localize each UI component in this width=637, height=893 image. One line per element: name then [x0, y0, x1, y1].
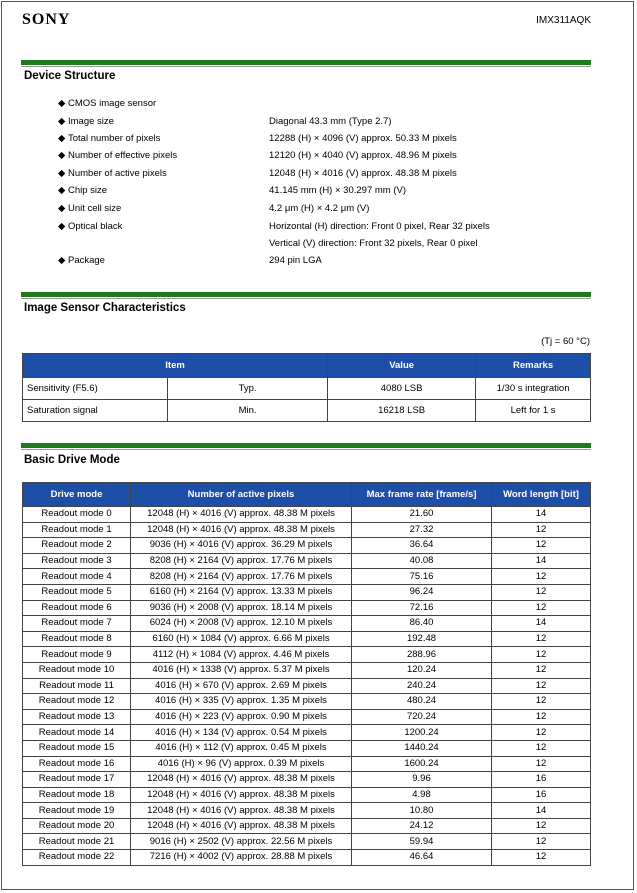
section-rule: [21, 298, 591, 299]
active-pixels-cell: 12048 (H) × 4016 (V) approx. 48.38 M pixels: [131, 772, 352, 788]
spec-value: 12288 (H) × 4096 (V) approx. 50.33 M pixels: [269, 133, 457, 144]
remarks-cell: 1/30 s integration: [476, 378, 591, 400]
table-row: [23, 662, 591, 678]
word-length-cell: 12: [492, 709, 591, 725]
word-length-cell: 12: [492, 662, 591, 678]
spec-label: [58, 255, 105, 266]
active-pixels-cell: 4016 (H) × 335 (V) approx. 1.35 M pixels: [131, 694, 352, 710]
frame-rate-cell: 288.96: [352, 647, 492, 663]
spec-value: 41.145 mm (H) × 30.297 mm (V): [269, 185, 407, 196]
drive-mode-cell: Readout mode 19: [23, 803, 131, 819]
active-pixels-cell: 9016 (H) × 2502 (V) approx. 22.56 M pixels: [131, 834, 352, 850]
frame-rate-cell: 46.64: [352, 850, 492, 866]
section-title-device-structure: Device Structure: [24, 70, 116, 82]
active-pixels-cell: 4016 (H) × 1338 (V) approx. 5.37 M pixels: [131, 662, 352, 678]
drive-mode-cell: Readout mode 7: [23, 616, 131, 632]
bullet-icon: ◆: [58, 221, 66, 232]
spec-label: [58, 116, 114, 127]
frame-rate-cell: 720.24: [352, 709, 492, 725]
condition-cell: Typ.: [168, 378, 328, 400]
spec-value: 12120 (H) × 4040 (V) approx. 48.96 M pixels: [269, 150, 457, 161]
drive-mode-cell: Readout mode 3: [23, 553, 131, 569]
frame-rate-cell: 72.16: [352, 600, 492, 616]
drive-mode-cell: Readout mode 13: [23, 709, 131, 725]
header-frame-rate: Max frame rate [frame/s]: [352, 483, 492, 507]
spec-label: [58, 98, 156, 109]
word-length-cell: 12: [492, 818, 591, 834]
word-length-cell: 12: [492, 569, 591, 585]
drive-mode-cell: Readout mode 4: [23, 569, 131, 585]
header-item: Item: [23, 354, 328, 378]
temperature-note: (Tj = 60 °C): [541, 336, 590, 347]
bullet-icon: ◆: [58, 133, 66, 144]
active-pixels-cell: 4112 (H) × 1084 (V) approx. 4.46 M pixels: [131, 647, 352, 663]
table-row: [23, 756, 591, 772]
drive-mode-cell: Readout mode 21: [23, 834, 131, 850]
section-bar: [21, 292, 591, 297]
word-length-cell: 12: [492, 756, 591, 772]
frame-rate-cell: 240.24: [352, 678, 492, 694]
frame-rate-cell: 24.12: [352, 818, 492, 834]
item-cell: Sensitivity (F5.6): [23, 378, 168, 400]
header-remarks: Remarks: [476, 354, 591, 378]
section-rule: [21, 66, 591, 67]
table-row: [23, 834, 591, 850]
word-length-cell: 12: [492, 538, 591, 554]
table-row: [23, 647, 591, 663]
item-cell: Saturation signal: [23, 400, 168, 422]
active-pixels-cell: 7216 (H) × 4002 (V) approx. 28.88 M pixels: [131, 850, 352, 866]
frame-rate-cell: 1600.24: [352, 756, 492, 772]
drive-mode-cell: Readout mode 10: [23, 662, 131, 678]
spec-label-text: Total number of pixels: [68, 133, 161, 144]
spec-label-text: Number of effective pixels: [68, 150, 178, 161]
drive-mode-cell: Readout mode 0: [23, 507, 131, 523]
drive-mode-cell: Readout mode 8: [23, 631, 131, 647]
frame-rate-cell: 10.80: [352, 803, 492, 819]
model-number: IMX311AQK: [536, 15, 591, 26]
table-row: [23, 616, 591, 632]
word-length-cell: 14: [492, 507, 591, 523]
word-length-cell: 16: [492, 772, 591, 788]
active-pixels-cell: 4016 (H) × 670 (V) approx. 2.69 M pixels: [131, 678, 352, 694]
table-row: [23, 694, 591, 710]
spec-value: Vertical (V) direction: Front 32 pixels, Rear 0 pixel: [269, 238, 478, 249]
header-active-pixels: Number of active pixels: [131, 483, 352, 507]
sony-logo: SONY: [22, 11, 71, 28]
spec-value: Diagonal 43.3 mm (Type 2.7): [269, 116, 392, 127]
spec-label: [58, 150, 177, 161]
active-pixels-cell: 4016 (H) × 134 (V) approx. 0.54 M pixels: [131, 725, 352, 741]
bullet-icon: ◆: [58, 255, 66, 266]
header-value: Value: [328, 354, 476, 378]
table-row: [23, 725, 591, 741]
frame-rate-cell: 9.96: [352, 772, 492, 788]
active-pixels-cell: 12048 (H) × 4016 (V) approx. 48.38 M pixels: [131, 507, 352, 523]
bullet-icon: ◆: [58, 185, 66, 196]
frame-rate-cell: 120.24: [352, 662, 492, 678]
table-row: [23, 803, 591, 819]
word-length-cell: 12: [492, 694, 591, 710]
section-title-drive-mode: Basic Drive Mode: [24, 454, 120, 466]
section-title-characteristics: Image Sensor Characteristics: [24, 302, 186, 314]
drive-mode-cell: Readout mode 15: [23, 740, 131, 756]
frame-rate-cell: 27.32: [352, 522, 492, 538]
frame-rate-cell: 21.60: [352, 507, 492, 523]
frame-rate-cell: 96.24: [352, 584, 492, 600]
frame-rate-cell: 480.24: [352, 694, 492, 710]
drive-mode-cell: Readout mode 5: [23, 584, 131, 600]
table-row: [23, 850, 591, 866]
table-row: [23, 507, 591, 523]
active-pixels-cell: 12048 (H) × 4016 (V) approx. 48.38 M pixels: [131, 803, 352, 819]
header-drive-mode: Drive mode: [23, 483, 131, 507]
active-pixels-cell: 4016 (H) × 223 (V) approx. 0.90 M pixels: [131, 709, 352, 725]
active-pixels-cell: 6024 (H) × 2008 (V) approx. 12.10 M pixels: [131, 616, 352, 632]
word-length-cell: 12: [492, 740, 591, 756]
word-length-cell: 12: [492, 834, 591, 850]
word-length-cell: 12: [492, 631, 591, 647]
drive-mode-cell: Readout mode 12: [23, 694, 131, 710]
word-length-cell: 14: [492, 553, 591, 569]
word-length-cell: 12: [492, 584, 591, 600]
word-length-cell: 12: [492, 647, 591, 663]
word-length-cell: 12: [492, 850, 591, 866]
table-row: [23, 522, 591, 538]
table-row: [23, 709, 591, 725]
spec-label-text: Package: [68, 255, 105, 266]
spec-label-text: Optical black: [68, 221, 123, 232]
active-pixels-cell: 8208 (H) × 2164 (V) approx. 17.76 M pixels: [131, 553, 352, 569]
active-pixels-cell: 6160 (H) × 1084 (V) approx. 6.66 M pixels: [131, 631, 352, 647]
spec-label-text: Number of active pixels: [68, 168, 167, 179]
frame-rate-cell: 1200.24: [352, 725, 492, 741]
value-cell: 4080 LSB: [328, 378, 476, 400]
bullet-icon: ◆: [58, 203, 66, 214]
table-row: [23, 600, 591, 616]
drive-mode-cell: Readout mode 9: [23, 647, 131, 663]
word-length-cell: 14: [492, 616, 591, 632]
spec-label-text: Unit cell size: [68, 203, 122, 214]
spec-value: 4.2 μm (H) × 4.2 μm (V): [269, 203, 370, 214]
table-row: [23, 740, 591, 756]
spec-label-text: CMOS image sensor: [68, 98, 157, 109]
active-pixels-cell: 12048 (H) × 4016 (V) approx. 48.38 M pixels: [131, 818, 352, 834]
word-length-cell: 12: [492, 522, 591, 538]
drive-mode-cell: Readout mode 6: [23, 600, 131, 616]
bullet-icon: ◆: [58, 98, 66, 109]
table-row: [23, 400, 591, 422]
section-bar: [21, 443, 591, 448]
drive-mode-cell: Readout mode 16: [23, 756, 131, 772]
table-row: [23, 569, 591, 585]
word-length-cell: 12: [492, 600, 591, 616]
word-length-cell: 12: [492, 678, 591, 694]
drive-mode-cell: Readout mode 22: [23, 850, 131, 866]
word-length-cell: 12: [492, 725, 591, 741]
spec-label: [58, 203, 121, 214]
frame-rate-cell: 36.64: [352, 538, 492, 554]
table-row: [23, 538, 591, 554]
remarks-cell: Left for 1 s: [476, 400, 591, 422]
frame-rate-cell: 4.98: [352, 787, 492, 803]
drive-mode-cell: Readout mode 14: [23, 725, 131, 741]
frame-rate-cell: 40.08: [352, 553, 492, 569]
spec-label: [58, 221, 122, 232]
frame-rate-cell: 75.16: [352, 569, 492, 585]
section-rule: [21, 449, 591, 450]
spec-label: [58, 133, 160, 144]
active-pixels-cell: 9036 (H) × 2008 (V) approx. 18.14 M pixels: [131, 600, 352, 616]
spec-value: 12048 (H) × 4016 (V) approx. 48.38 M pixels: [269, 168, 457, 179]
active-pixels-cell: 8208 (H) × 2164 (V) approx. 17.76 M pixels: [131, 569, 352, 585]
drive-mode-cell: Readout mode 11: [23, 678, 131, 694]
word-length-cell: 16: [492, 787, 591, 803]
table-row: [23, 787, 591, 803]
table-row: [23, 631, 591, 647]
frame-rate-cell: 192.48: [352, 631, 492, 647]
value-cell: 16218 LSB: [328, 400, 476, 422]
table-row: [23, 678, 591, 694]
spec-value: Horizontal (H) direction: Front 0 pixel, Rear 32 pixels: [269, 221, 490, 232]
word-length-cell: 14: [492, 803, 591, 819]
bullet-icon: ◆: [58, 150, 66, 161]
header-word-length: Word length [bit]: [492, 483, 591, 507]
spec-label: [58, 168, 167, 179]
bullet-icon: ◆: [58, 116, 66, 127]
section-bar: [21, 60, 591, 65]
table-row: [23, 584, 591, 600]
table-row: [23, 553, 591, 569]
active-pixels-cell: 12048 (H) × 4016 (V) approx. 48.38 M pixels: [131, 787, 352, 803]
table-row: [23, 772, 591, 788]
active-pixels-cell: 6160 (H) × 2164 (V) approx. 13.33 M pixels: [131, 584, 352, 600]
frame-rate-cell: 1440.24: [352, 740, 492, 756]
active-pixels-cell: 12048 (H) × 4016 (V) approx. 48.38 M pixels: [131, 522, 352, 538]
spec-label-text: Chip size: [68, 185, 108, 196]
drive-mode-cell: Readout mode 18: [23, 787, 131, 803]
drive-mode-cell: Readout mode 20: [23, 818, 131, 834]
drive-mode-cell: Readout mode 2: [23, 538, 131, 554]
condition-cell: Min.: [168, 400, 328, 422]
bullet-icon: ◆: [58, 168, 66, 179]
active-pixels-cell: 4016 (H) × 112 (V) approx. 0.45 M pixels: [131, 740, 352, 756]
frame-rate-cell: 86.40: [352, 616, 492, 632]
active-pixels-cell: 9036 (H) × 4016 (V) approx. 36.29 M pixels: [131, 538, 352, 554]
table-row: [23, 378, 591, 400]
characteristics-table: [22, 353, 591, 422]
spec-label: [58, 185, 107, 196]
spec-label-text: Image size: [68, 116, 114, 127]
active-pixels-cell: 4016 (H) × 96 (V) approx. 0.39 M pixels: [131, 756, 352, 772]
drive-mode-table: [22, 482, 591, 866]
drive-mode-cell: Readout mode 1: [23, 522, 131, 538]
drive-mode-cell: Readout mode 17: [23, 772, 131, 788]
frame-rate-cell: 59.94: [352, 834, 492, 850]
spec-value: 294 pin LGA: [269, 255, 322, 266]
table-row: [23, 818, 591, 834]
